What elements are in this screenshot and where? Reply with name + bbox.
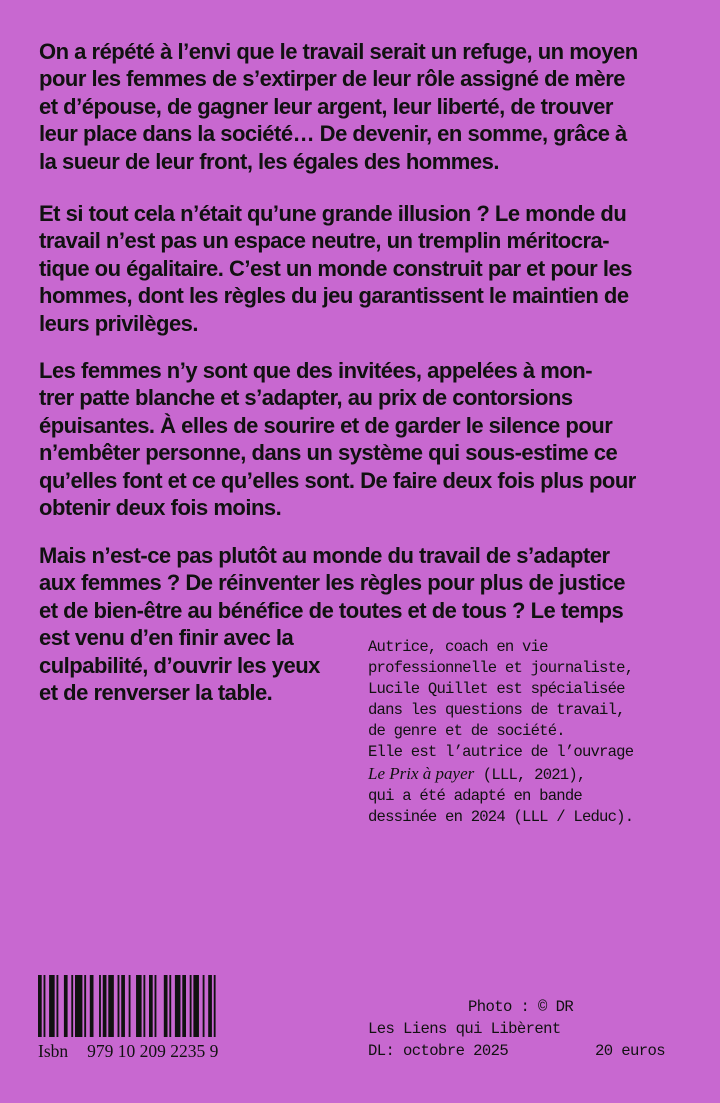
blurb-line: et de bien-être au bénéfice de toutes et de tous ? Le temps <box>39 597 624 623</box>
legal-deposit: DL: octobre 2025 <box>368 1042 509 1060</box>
blurb-line: pour les femmes de s’extirper de leur rôle assigné de mère <box>39 66 626 92</box>
blurb-line: travail n’est pas un espace neutre, un tremplin méritocra- <box>39 228 610 254</box>
blurb-paragraph-3 <box>39 357 684 521</box>
blurb-line: épuisantes. À elles de sourire et de garder le silence pour <box>39 412 613 438</box>
publisher-name: Les Liens qui Libèrent <box>368 1020 561 1038</box>
blurb-paragraph-2 <box>39 200 684 337</box>
blurb-line: leur place dans la société… De devenir, en somme, grâce à <box>39 121 627 147</box>
author-bio <box>368 637 688 828</box>
bio-line: dans les questions de travail, <box>368 701 625 719</box>
blurb-line: Mais n’est-ce pas plutôt au monde du travail de s’adapter <box>39 543 610 568</box>
blurb-line: On a répété à l’envi que le travail serait un refuge, un moyen <box>39 39 638 64</box>
blurb-line: Et si tout cela n’était qu’une grande illusion ? Le monde du <box>39 201 627 226</box>
isbn-label: Isbn <box>38 1041 69 1061</box>
bio-line: Lucile Quillet est spécialisée <box>368 680 625 698</box>
price: 20 euros <box>595 1042 666 1060</box>
bio-line: Elle est l’autrice de l’ouvrage <box>368 743 634 761</box>
bio-line <box>368 763 688 786</box>
bio-line: professionnelle et journaliste, <box>368 659 634 677</box>
blurb-line: obtenir deux fois moins. <box>39 495 282 521</box>
book-title: Le Prix à payer <box>368 764 475 783</box>
blurb-line: culpabilité, d’ouvrir les yeux <box>39 652 320 678</box>
blurb-line: Les femmes n’y sont que des invitées, appelées à mon- <box>39 358 593 383</box>
blurb-line: et d’épouse, de gagner leur argent, leur liberté, de trouver <box>39 93 613 119</box>
bio-line: de genre et de société. <box>368 722 565 740</box>
blurb-line: aux femmes ? De réinventer les règles pour plus de justice <box>39 570 626 596</box>
barcode <box>38 975 240 1037</box>
isbn <box>38 1041 218 1062</box>
blurb-paragraph-1 <box>39 38 684 175</box>
isbn-number: 979 10 209 2235 9 <box>87 1041 219 1061</box>
blurb-line: n’embêter personne, dans un système qui sous-estime ce <box>39 440 618 466</box>
blurb-line: est venu d’en finir avec la <box>39 625 294 651</box>
blurb-line: et de renverser la table. <box>39 680 273 706</box>
blurb-line: leurs privilèges. <box>39 310 199 336</box>
photo-credit: Photo : © DR <box>468 998 574 1016</box>
blurb-line: qu’elles font et ce qu’elles sont. De faire deux fois plus pour <box>39 467 636 493</box>
blurb-line: hommes, dont les règles du jeu garantissent le maintien de <box>39 283 629 309</box>
bio-line: dessinée en 2024 (LLL / Leduc). <box>368 808 634 826</box>
bio-line-rest: (LLL, 2021), <box>474 766 586 784</box>
blurb-line: trer patte blanche et s’adapter, au prix de contorsions <box>39 385 573 411</box>
blurb-line: la sueur de leur front, les égales des hommes. <box>39 148 499 174</box>
bio-line: qui a été adapté en bande <box>368 787 582 805</box>
bio-line: Autrice, coach en vie <box>368 638 548 656</box>
blurb-line: tique ou égalitaire. C’est un monde construit par et pour les <box>39 255 632 281</box>
